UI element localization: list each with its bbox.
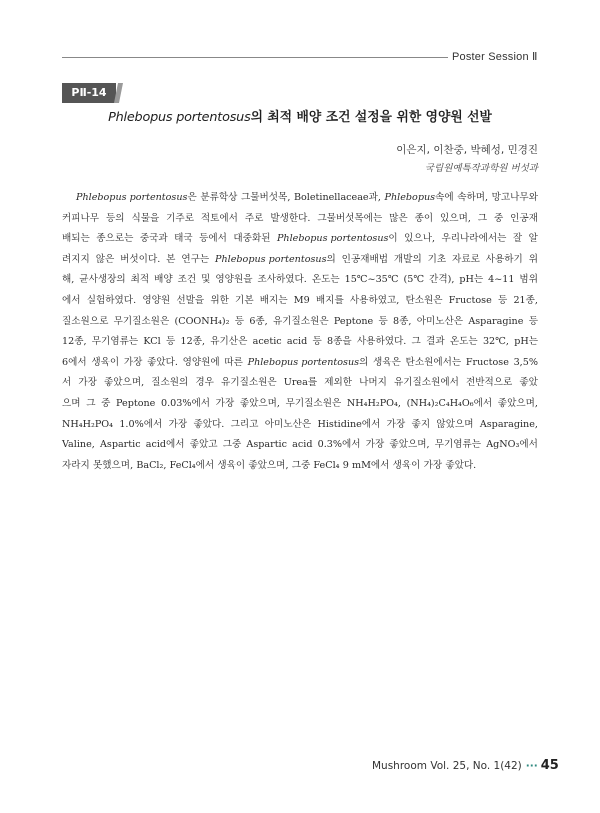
abstract-line: Valine, Aspartic acid에서 좋았고 그중 Aspartic acid 0.3%에서 가장 좋았으며, 무기염류는 AgNO₃에서 [62, 439, 538, 451]
abstract-line: 에서 실험하였다. 영양원 선발을 위한 기본 배지는 M9 배지를 사용하였고, 탄소원은 Fructose 등 21종, [62, 294, 538, 306]
session-label: Poster Session Ⅱ [452, 51, 538, 63]
footer-dots: ··· [525, 760, 538, 772]
badge-label: PⅡ-14 [71, 86, 107, 99]
journal-citation: Mushroom Vol. 25, No. 1(42) [372, 760, 522, 772]
abstract-line: 서 가장 좋았으며, 질소원의 경우 유기질소원은 Urea를 제외한 나머지 유기질소원에서 전반적으로 좋았 [62, 377, 538, 389]
abstract-line: NH₄H₂PO₄ 1.0%에서 가장 좋았다. 그리고 아미노산은 Histidine에서 가장 좋지 않았으며 Asparagine, [62, 418, 538, 430]
abstract-line: 질소원으로 무기질소원은 (COONH₄)₂ 등 6종, 유기질소원은 Peptone 등 8종, 아미노산은 Asparagine 등 [62, 315, 538, 327]
abstract-line: 자라지 못했으며, BaCl₂, FeCl₄에서 생육이 좋았으며, 그중 FeCl₄ 9 mM에서 생육이 가장 좋았다. [62, 459, 477, 471]
abstract-line: 12종, 무기염류는 KCl 등 12종, 유기산은 acetic acid 등 8종을 사용하였다. 그 결과 온도는 32℃, pH는 [62, 336, 538, 348]
abstract-line: 해, 균사생장의 최적 배양 조건 및 영양원을 조사하였다. 온도는 15℃~35℃ (5℃ 간격), pH는 4~11 범위 [62, 274, 538, 286]
affiliation: 국립원예특작과학원 버섯과 [424, 163, 538, 174]
abstract-body [62, 188, 538, 476]
authors: 이은지, 이찬중, 박혜성, 민경진 [396, 144, 538, 156]
abstract-line: Phlebopus portentosus은 분류학상 그물버섯목, Boletinellaceae과, Phlebopus속에 속하며, 망고나무와 [76, 192, 538, 203]
abstract-line: 배되는 종으로는 중국과 태국 등에서 대중화된 Phlebopus portentosus이 있으나, 우리나라에서는 잘 알 [62, 233, 538, 245]
page-footer [372, 758, 559, 773]
header-rule [62, 57, 448, 58]
abstract-line: 려지지 않은 버섯이다. 본 연구는 Phlebopus portentosus의 인공재배법 개발의 기초 자료로 사용하기 위 [62, 253, 538, 265]
abstract-line: 으며 그 중 Peptone 0.03%에서 가장 좋았으며, 무기질소원은 NH₄H₂PO₄, (NH₄)₂C₄H₄O₆에서 좋았으며, [62, 397, 538, 409]
abstract-line: 커피나무 등의 식물을 기주로 적토에서 주로 발생한다. 그물버섯목에는 많은 종이 있으며, 그 중 인공재 [62, 212, 538, 224]
title-rest: 의 최적 배양 조건 설정을 위한 영양원 선발 [250, 110, 492, 125]
page-number: 45 [540, 758, 559, 773]
poster-title [62, 106, 538, 125]
abstract-line: 6에서 생육이 가장 좋았다. 영양원에 따른 Phlebopus portentosus의 생육은 탄소원에서는 Fructose 3,5% [62, 356, 538, 368]
title-species: Phlebopus portentosus [108, 110, 251, 125]
poster-badge [62, 83, 124, 103]
